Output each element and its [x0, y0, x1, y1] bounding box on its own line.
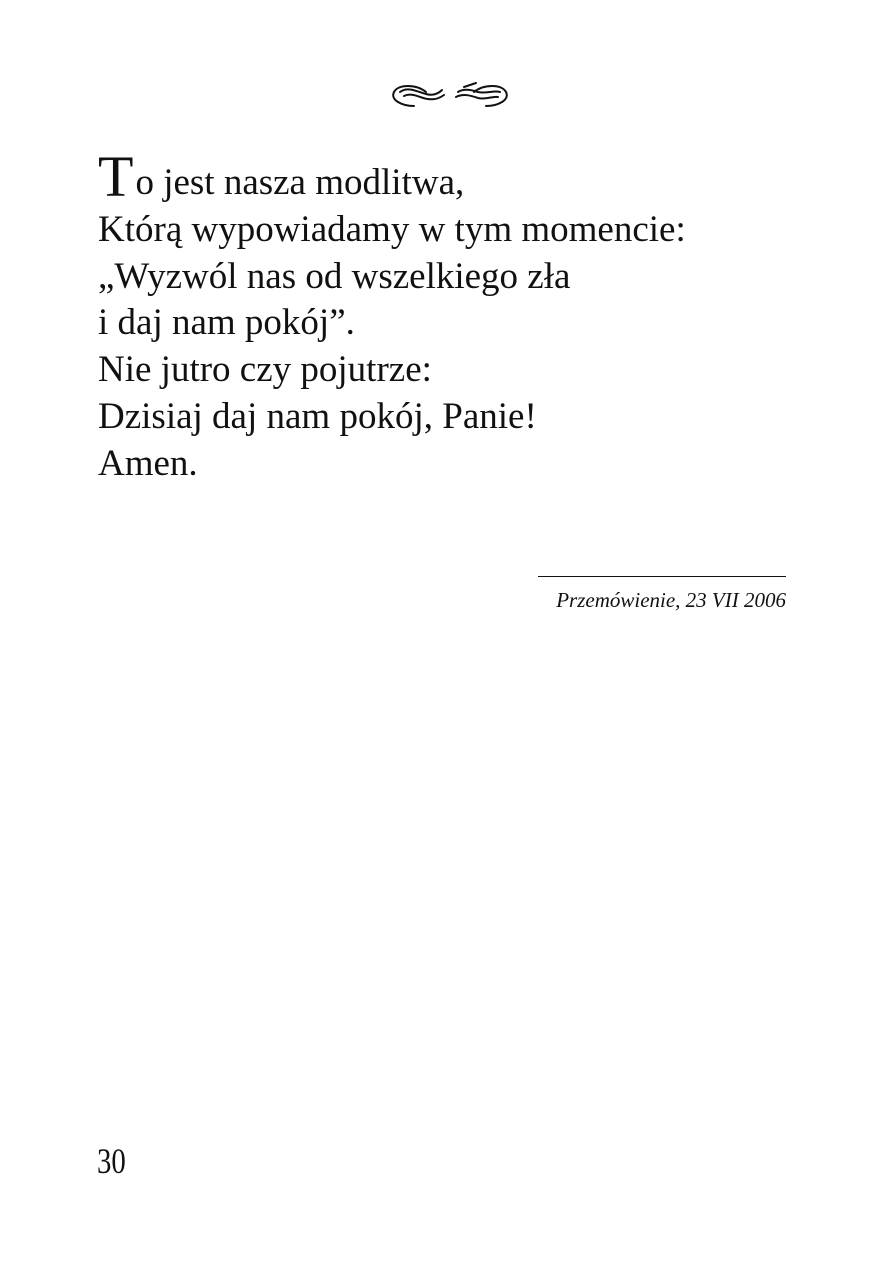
poem-line: i daj nam pokój”. [98, 302, 355, 344]
citation: Przemówienie, 23 VII 2006 [556, 588, 786, 612]
ornament-swash-icon [388, 78, 512, 112]
poem-line-text: o jest nasza modlitwa, [135, 162, 465, 203]
poem-line [98, 144, 686, 209]
poem [98, 144, 686, 488]
poem-line: Dzisiaj daj nam pokój, Panie! [98, 395, 537, 437]
poem-line: Amen. [98, 442, 198, 484]
drop-cap: T [98, 144, 134, 209]
citation-rule [538, 576, 786, 577]
page-number: 30 [97, 1141, 126, 1181]
poem-line: „Wyzwól nas od wszelkiego zła [98, 255, 571, 297]
poem-line: Nie jutro czy pojutrze: [98, 349, 432, 391]
poem-line: Którą wypowiadamy w tym momencie: [98, 208, 686, 250]
